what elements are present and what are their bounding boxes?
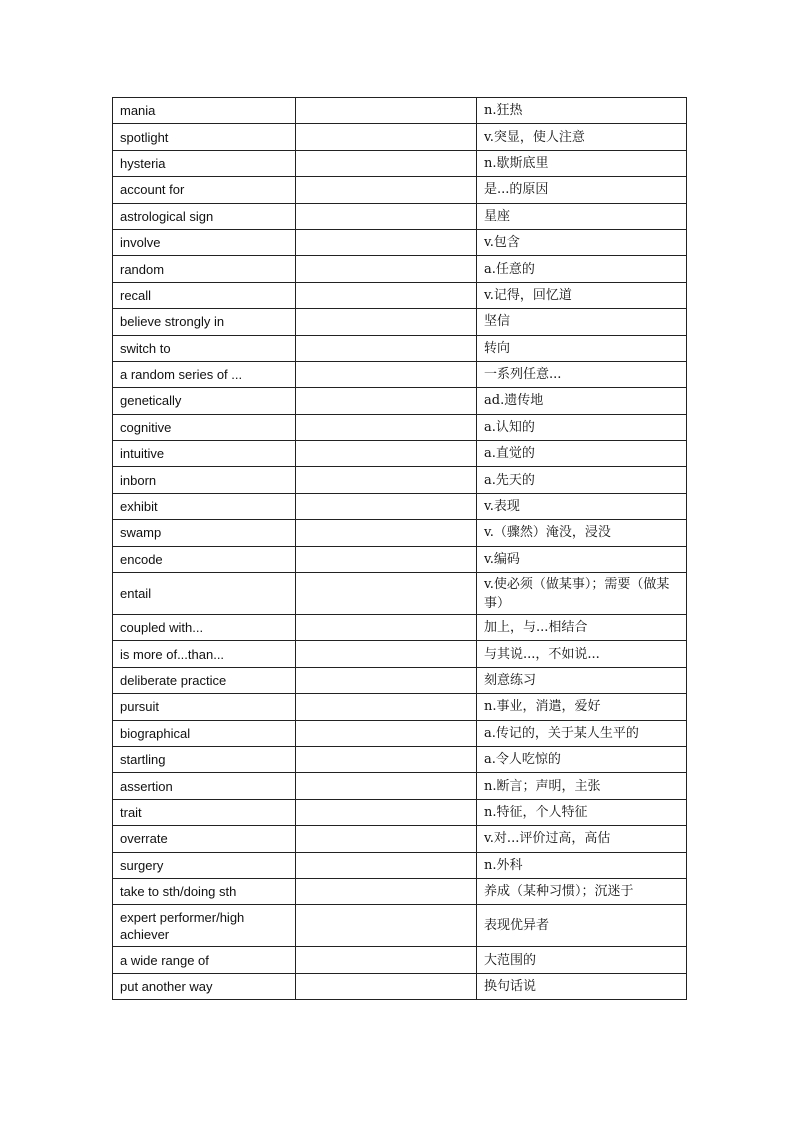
meaning-cell: n.狂热 [477,98,687,124]
table-row [113,615,687,641]
note-cell [296,667,477,693]
meaning-cell: v.表现 [477,493,687,519]
table-row [113,573,687,615]
word-cell: a wide range of [113,947,296,973]
word-cell: believe strongly in [113,309,296,335]
table-row [113,388,687,414]
word-cell: surgery [113,852,296,878]
note-cell [296,947,477,973]
meaning-cell: n.外科 [477,852,687,878]
note-cell [296,573,477,615]
word-cell: intuitive [113,441,296,467]
word-cell: trait [113,799,296,825]
table-row [113,799,687,825]
word-cell: recall [113,282,296,308]
vocabulary-table [112,97,687,1000]
table-row [113,467,687,493]
note-cell [296,124,477,150]
word-cell: cognitive [113,414,296,440]
meaning-cell: 一系列任意... [477,361,687,387]
note-cell [296,773,477,799]
note-cell [296,414,477,440]
word-cell: startling [113,746,296,772]
table-row [113,878,687,904]
note-cell [296,177,477,203]
note-cell [296,799,477,825]
meaning-cell: a.认知的 [477,414,687,440]
meaning-cell: v.编码 [477,546,687,572]
note-cell [296,826,477,852]
note-cell [296,467,477,493]
note-cell [296,335,477,361]
word-cell: biographical [113,720,296,746]
table-row [113,256,687,282]
meaning-cell: 转向 [477,335,687,361]
note-cell [296,973,477,999]
note-cell [296,694,477,720]
meaning-cell: n.事业，消遣，爱好 [477,694,687,720]
meaning-cell: a.任意的 [477,256,687,282]
note-cell [296,282,477,308]
note-cell [296,852,477,878]
word-cell: inborn [113,467,296,493]
word-cell: entail [113,573,296,615]
table-row [113,177,687,203]
table-row [113,361,687,387]
table-row [113,493,687,519]
word-cell: encode [113,546,296,572]
table-row [113,720,687,746]
table-row [113,826,687,852]
meaning-cell: 换句话说 [477,973,687,999]
note-cell [296,905,477,947]
note-cell [296,441,477,467]
table-row [113,98,687,124]
word-cell: account for [113,177,296,203]
meaning-cell: 与其说...，不如说... [477,641,687,667]
meaning-cell: v.（骤然）淹没，浸没 [477,520,687,546]
meaning-cell: v.使必须（做某事）；需要（做某事） [477,573,687,615]
meaning-cell: a.传记的，关于某人生平的 [477,720,687,746]
word-cell: assertion [113,773,296,799]
word-cell: deliberate practice [113,667,296,693]
word-cell: mania [113,98,296,124]
table-row [113,309,687,335]
table-row [113,746,687,772]
table-row [113,150,687,176]
word-cell: spotlight [113,124,296,150]
meaning-cell: 表现优异者 [477,905,687,947]
table-row [113,441,687,467]
word-cell: hysteria [113,150,296,176]
word-cell: random [113,256,296,282]
meaning-cell: v.对...评价过高，高估 [477,826,687,852]
meaning-cell: v.突显，使人注意 [477,124,687,150]
word-cell: switch to [113,335,296,361]
table-row [113,773,687,799]
word-cell: coupled with... [113,615,296,641]
meaning-cell: a.直觉的 [477,441,687,467]
meaning-cell: 坚信 [477,309,687,335]
meaning-cell: v.记得，回忆道 [477,282,687,308]
note-cell [296,203,477,229]
note-cell [296,720,477,746]
note-cell [296,256,477,282]
note-cell [296,878,477,904]
table-row [113,414,687,440]
table-row [113,335,687,361]
word-cell: genetically [113,388,296,414]
meaning-cell: a.令人吃惊的 [477,746,687,772]
table-row [113,905,687,947]
word-cell: pursuit [113,694,296,720]
table-row [113,546,687,572]
table-row [113,667,687,693]
note-cell [296,615,477,641]
table-row [113,694,687,720]
note-cell [296,309,477,335]
meaning-cell: n.断言；声明，主张 [477,773,687,799]
table-row [113,973,687,999]
note-cell [296,150,477,176]
note-cell [296,520,477,546]
word-cell: swamp [113,520,296,546]
word-cell: is more of...than... [113,641,296,667]
note-cell [296,229,477,255]
note-cell [296,388,477,414]
table-row [113,520,687,546]
word-cell: exhibit [113,493,296,519]
word-cell: expert performer/high achiever [113,905,296,947]
note-cell [296,746,477,772]
word-cell: a random series of ... [113,361,296,387]
word-cell: involve [113,229,296,255]
meaning-cell: v.包含 [477,229,687,255]
meaning-cell: 刻意练习 [477,667,687,693]
meaning-cell: 是...的原因 [477,177,687,203]
table-row [113,229,687,255]
meaning-cell: 养成（某种习惯）；沉迷于 [477,878,687,904]
meaning-cell: 加上，与...相结合 [477,615,687,641]
table-row [113,641,687,667]
note-cell [296,98,477,124]
table-row [113,947,687,973]
table-row [113,852,687,878]
note-cell [296,361,477,387]
meaning-cell: n.歇斯底里 [477,150,687,176]
meaning-cell: 大范围的 [477,947,687,973]
table-row [113,282,687,308]
meaning-cell: a.先天的 [477,467,687,493]
word-cell: take to sth/doing sth [113,878,296,904]
table-row [113,124,687,150]
note-cell [296,641,477,667]
note-cell [296,493,477,519]
meaning-cell: ad.遗传地 [477,388,687,414]
note-cell [296,546,477,572]
meaning-cell: 星座 [477,203,687,229]
word-cell: astrological sign [113,203,296,229]
vocabulary-table-body [113,98,687,1000]
word-cell: overrate [113,826,296,852]
table-row [113,203,687,229]
word-cell: put another way [113,973,296,999]
meaning-cell: n.特征，个人特征 [477,799,687,825]
